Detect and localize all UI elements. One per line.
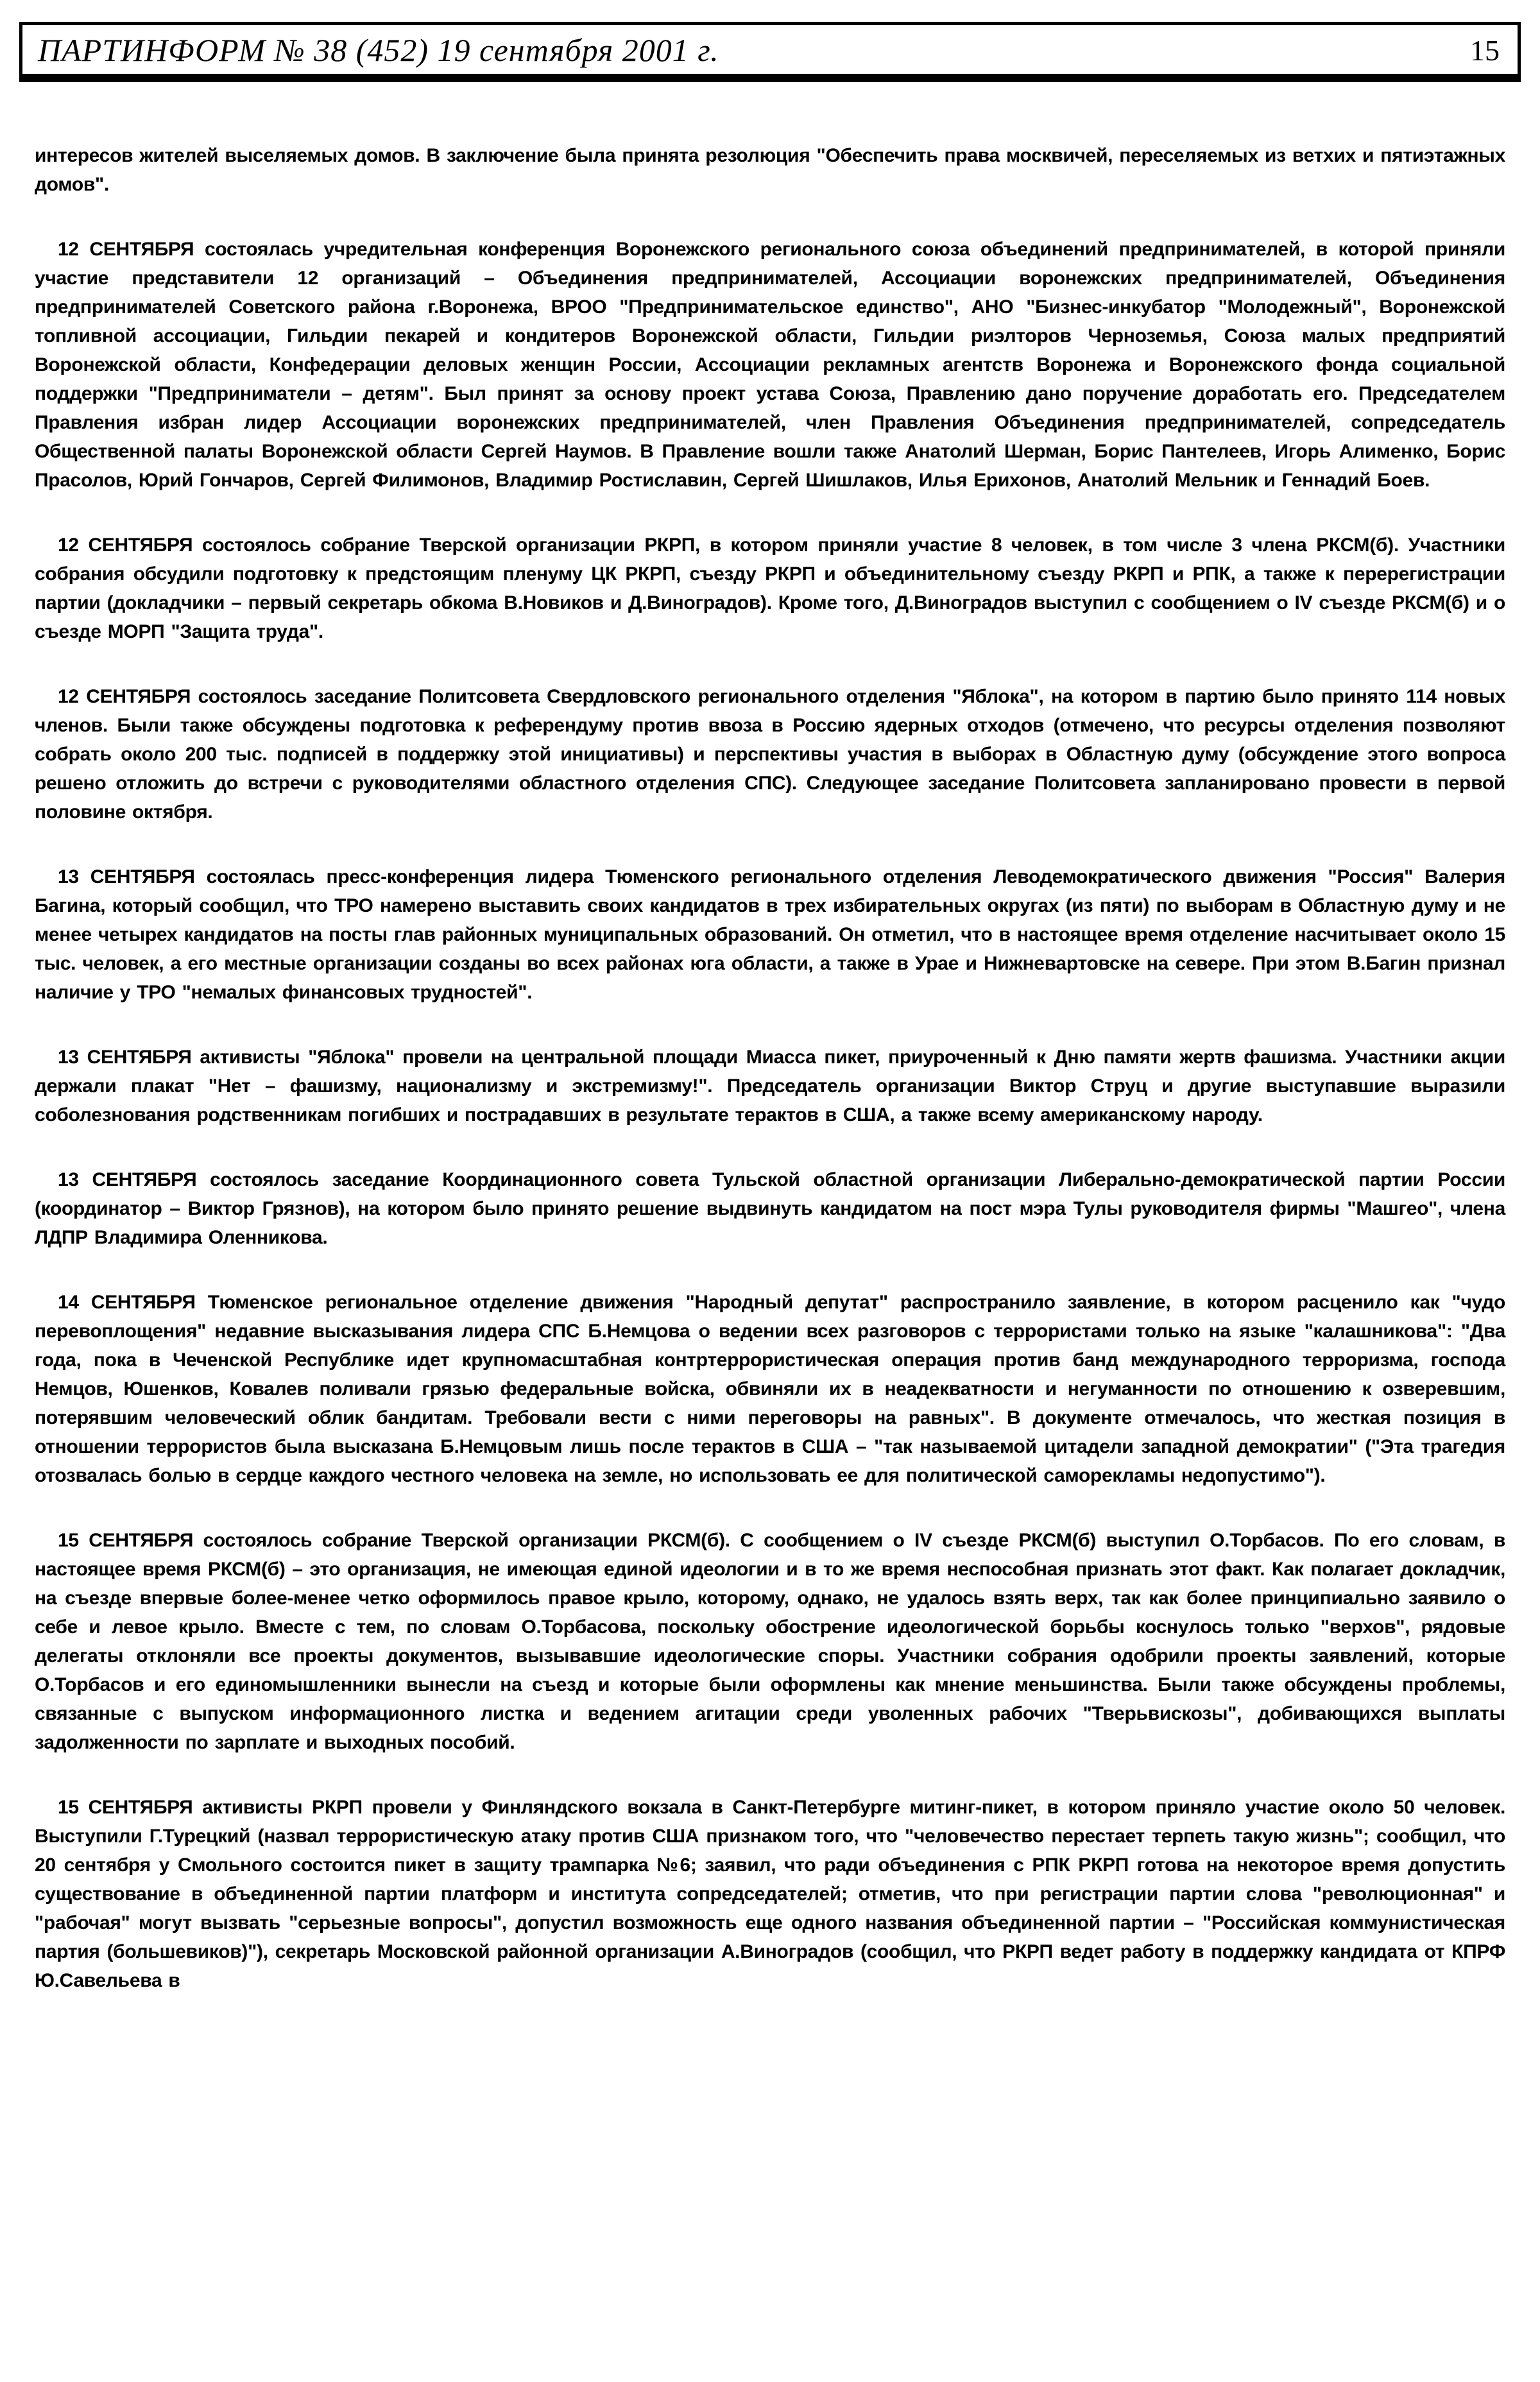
news-paragraph: 12 СЕНТЯБРЯ состоялось заседание Политсовета Свердловского регионального отделения "Яблока", на котором в партию было принято 114 новых членов. Были также обсуждены подготовка к референдуму против ввоза в Россию ядерных отходов (отмечено, что ресурсы отделения позволяют собрать около 200 тыс. подписей в поддержку этой инициативы) и перспективы участия в выборах в Областную думу (обсуждение этого вопроса решено отложить до встречи с руководителями областного отделения СПС). Следующее заседание Политсовета запланировано провести в первой половине октября. — [35, 686, 1505, 823]
news-paragraph: 12 СЕНТЯБРЯ состоялась учредительная конференция Воронежского регионального союза объединений предпринимателей, в которой приняли участие представители 12 организаций – Объединения предпринимателей, Ассоциации воронежских предпринимателей, Объединения предпринимателей Советского района г.Воронежа, ВРОО "Предпринимательское единство", АНО "Бизнес-инкубатор "Молодежный", Воронежской топливной ассоциации, Гильдии пекарей и кондитеров Воронежской области, Гильдии риэлторов Черноземья, Союза малых предприятий Воронежской области, Конфедерации деловых женщин России, Ассоциации рекламных агентств Воронежа и Воронежского фонда социальной поддержки "Предприниматели – детям". Был принят за основу проект устава Союза, Правлению дано поручение доработать его. Председателем Правления избран лидер Ассоциации воронежских предпринимателей, член Правления Объединения предпринимателей, сопредседатель Общественной палаты Воронежской области Сергей Наумов. В Правление вошли также Анатолий Шерман, Борис Пантелеев, Игорь Алименко, Борис Прасолов, Юрий Гончаров, Сергей Филимонов, Владимир Ростиславин, Сергей Шишлаков, Илья Ерихонов, Анатолий Мельник и Геннадий Боев. — [35, 239, 1505, 491]
page-content — [35, 141, 1505, 1995]
news-paragraph: 13 СЕНТЯБРЯ состоялось заседание Координационного совета Тульской областной организации Либерально-демократической партии России (координатор – Виктор Грязнов), на котором было принято решение выдвинуть кандидатом на пост мэра Тулы руководителя фирмы "Машгео", члена ЛДПР Владимира Оленникова. — [35, 1169, 1505, 1248]
news-paragraph: интересов жителей выселяемых домов. В заключение была принята резолюция "Обеспечить права москвичей, переселяемых из ветхих и пятиэтажных домов". — [35, 145, 1505, 195]
page-number: 15 — [1470, 33, 1500, 67]
newsletter-title: ПАРТИНФОРМ № 38 (452) 19 сентября 2001 г. — [38, 32, 719, 68]
news-paragraph: 13 СЕНТЯБРЯ активисты "Яблока" провели на центральной площади Миасса пикет, приуроченный к Дню памяти жертв фашизма. Участники акции держали плакат "Нет – фашизму, национализму и экстремизму!". Председатель организации Виктор Струц и другие выступавшие выразили соболезнования родственникам погибших и пострадавших в результате терактов в США, а также всему американскому народу. — [35, 1047, 1505, 1126]
news-paragraph: 12 СЕНТЯБРЯ состоялось собрание Тверской организации РКРП, в котором приняли участие 8 человек, в том числе 3 члена РКСМ(б). Участники собрания обсудили подготовку к предстоящим пленуму ЦК РКРП, съезду РКРП и объединительному съезду РКРП и РПК, а также к перерегистрации партии (докладчики – первый секретарь обкома В.Новиков и Д.Виноградов). Кроме того, Д.Виноградов выступил с сообщением о IV съезде РКСМ(б) и о съезде МОРП "Защита труда". — [35, 535, 1505, 642]
news-paragraph: 14 СЕНТЯБРЯ Тюменское региональное отделение движения "Народный депутат" распространило заявление, в котором расценило как "чудо перевоплощения" недавние высказывания лидера СПС Б.Немцова о ведении всех разговоров с террористами только на языке "калашникова": "Два года, пока в Чеченской Республике идет крупномасштабная контртеррористическая операция против банд международного терроризма, господа Немцов, Юшенков, Ковалев поливали грязью федеральные войска, обвиняли их в неадекватности и негуманности по отношению к озверевшим, потерявшим человеческий облик бандитам. Требовали вести с ними переговоры на равных". В документе отмечалось, что жесткая позиция в отношении террористов была высказана Б.Немцовым лишь после терактов в США – "так называемой цитадели западной демократии" ("Эта трагедия отозвалась болью в сердце каждого честного человека на земле, но использовать ее для политической саморекламы недопустимо"). — [35, 1292, 1505, 1486]
news-paragraph: 15 СЕНТЯБРЯ активисты РКРП провели у Финляндского вокзала в Санкт-Петербурге митинг-пикет, в котором приняло участие около 50 человек. Выступили Г.Турецкий (назвал террористическую атаку против США признаком того, что "человечество перестает терпеть такую жизнь"; сообщил, что 20 сентября у Смольного состоится пикет в защиту трампарка №6; заявил, что ради объединения с РПК РКРП готова на некоторое время допустить существование в объединенной партии платформ и института сопредседателей; отметив, что при регистрации партии слова "революционная" и "рабочая" могут вызвать "серьезные вопросы", допустил возможность еще одного названия объединенной партии – "Российская коммунистическая партия (большевиков)"), секретарь Московской районной организации А.Виноградов (сообщил, что РКРП ведет работу в поддержку кандидата от КПРФ Ю.Савельева в — [35, 1797, 1505, 1991]
news-paragraph: 15 СЕНТЯБРЯ состоялось собрание Тверской организации РКСМ(б). С сообщением о IV съезде РКСМ(б) выступил О.Торбасов. По его словам, в настоящее время РКСМ(б) – это организация, не имеющая единой идеологии и в то же время неспособная признать этот факт. Как полагает докладчик, на съезде впервые более-менее четко оформилось правое крыло, которому, однако, не удалось взять верх, так как более принципиально заявило о себе и левое крыло. Вместе с тем, по словам О.Торбасова, поскольку обострение идеологической борьбы коснулось только "верхов", рядовые делегаты отклоняли все проекты документов, вызывавшие идеологические споры. Участники собрания одобрили проекты заявлений, которые О.Торбасов и его единомышленники вынесли на съезд и которые были оформлены как мнение меньшинства. Были также обсуждены проблемы, связанные с выпуском информационного листка и ведением агитации среди уволенных рабочих "Тверьвискозы", добивающихся выплаты задолженности по зарплате и выходных пособий. — [35, 1530, 1505, 1753]
news-paragraph: 13 СЕНТЯБРЯ состоялась пресс-конференция лидера Тюменского регионального отделения Леводемократического движения "Россия" Валерия Багина, который сообщил, что ТРО намерено выставить своих кандидатов в трех избирательных округах (из пяти) по выборам в Областную думу и не менее четырех кандидатов на посты глав районных муниципальных образований. Он отметил, что в настоящее время отделение насчитывает около 15 тыс. человек, а его местные организации созданы во всех районах юга области, а также в Урае и Нижневартовске на севере. При этом В.Багин признал наличие у ТРО "немалых финансовых трудностей". — [35, 866, 1505, 1003]
page-header — [19, 22, 1521, 82]
